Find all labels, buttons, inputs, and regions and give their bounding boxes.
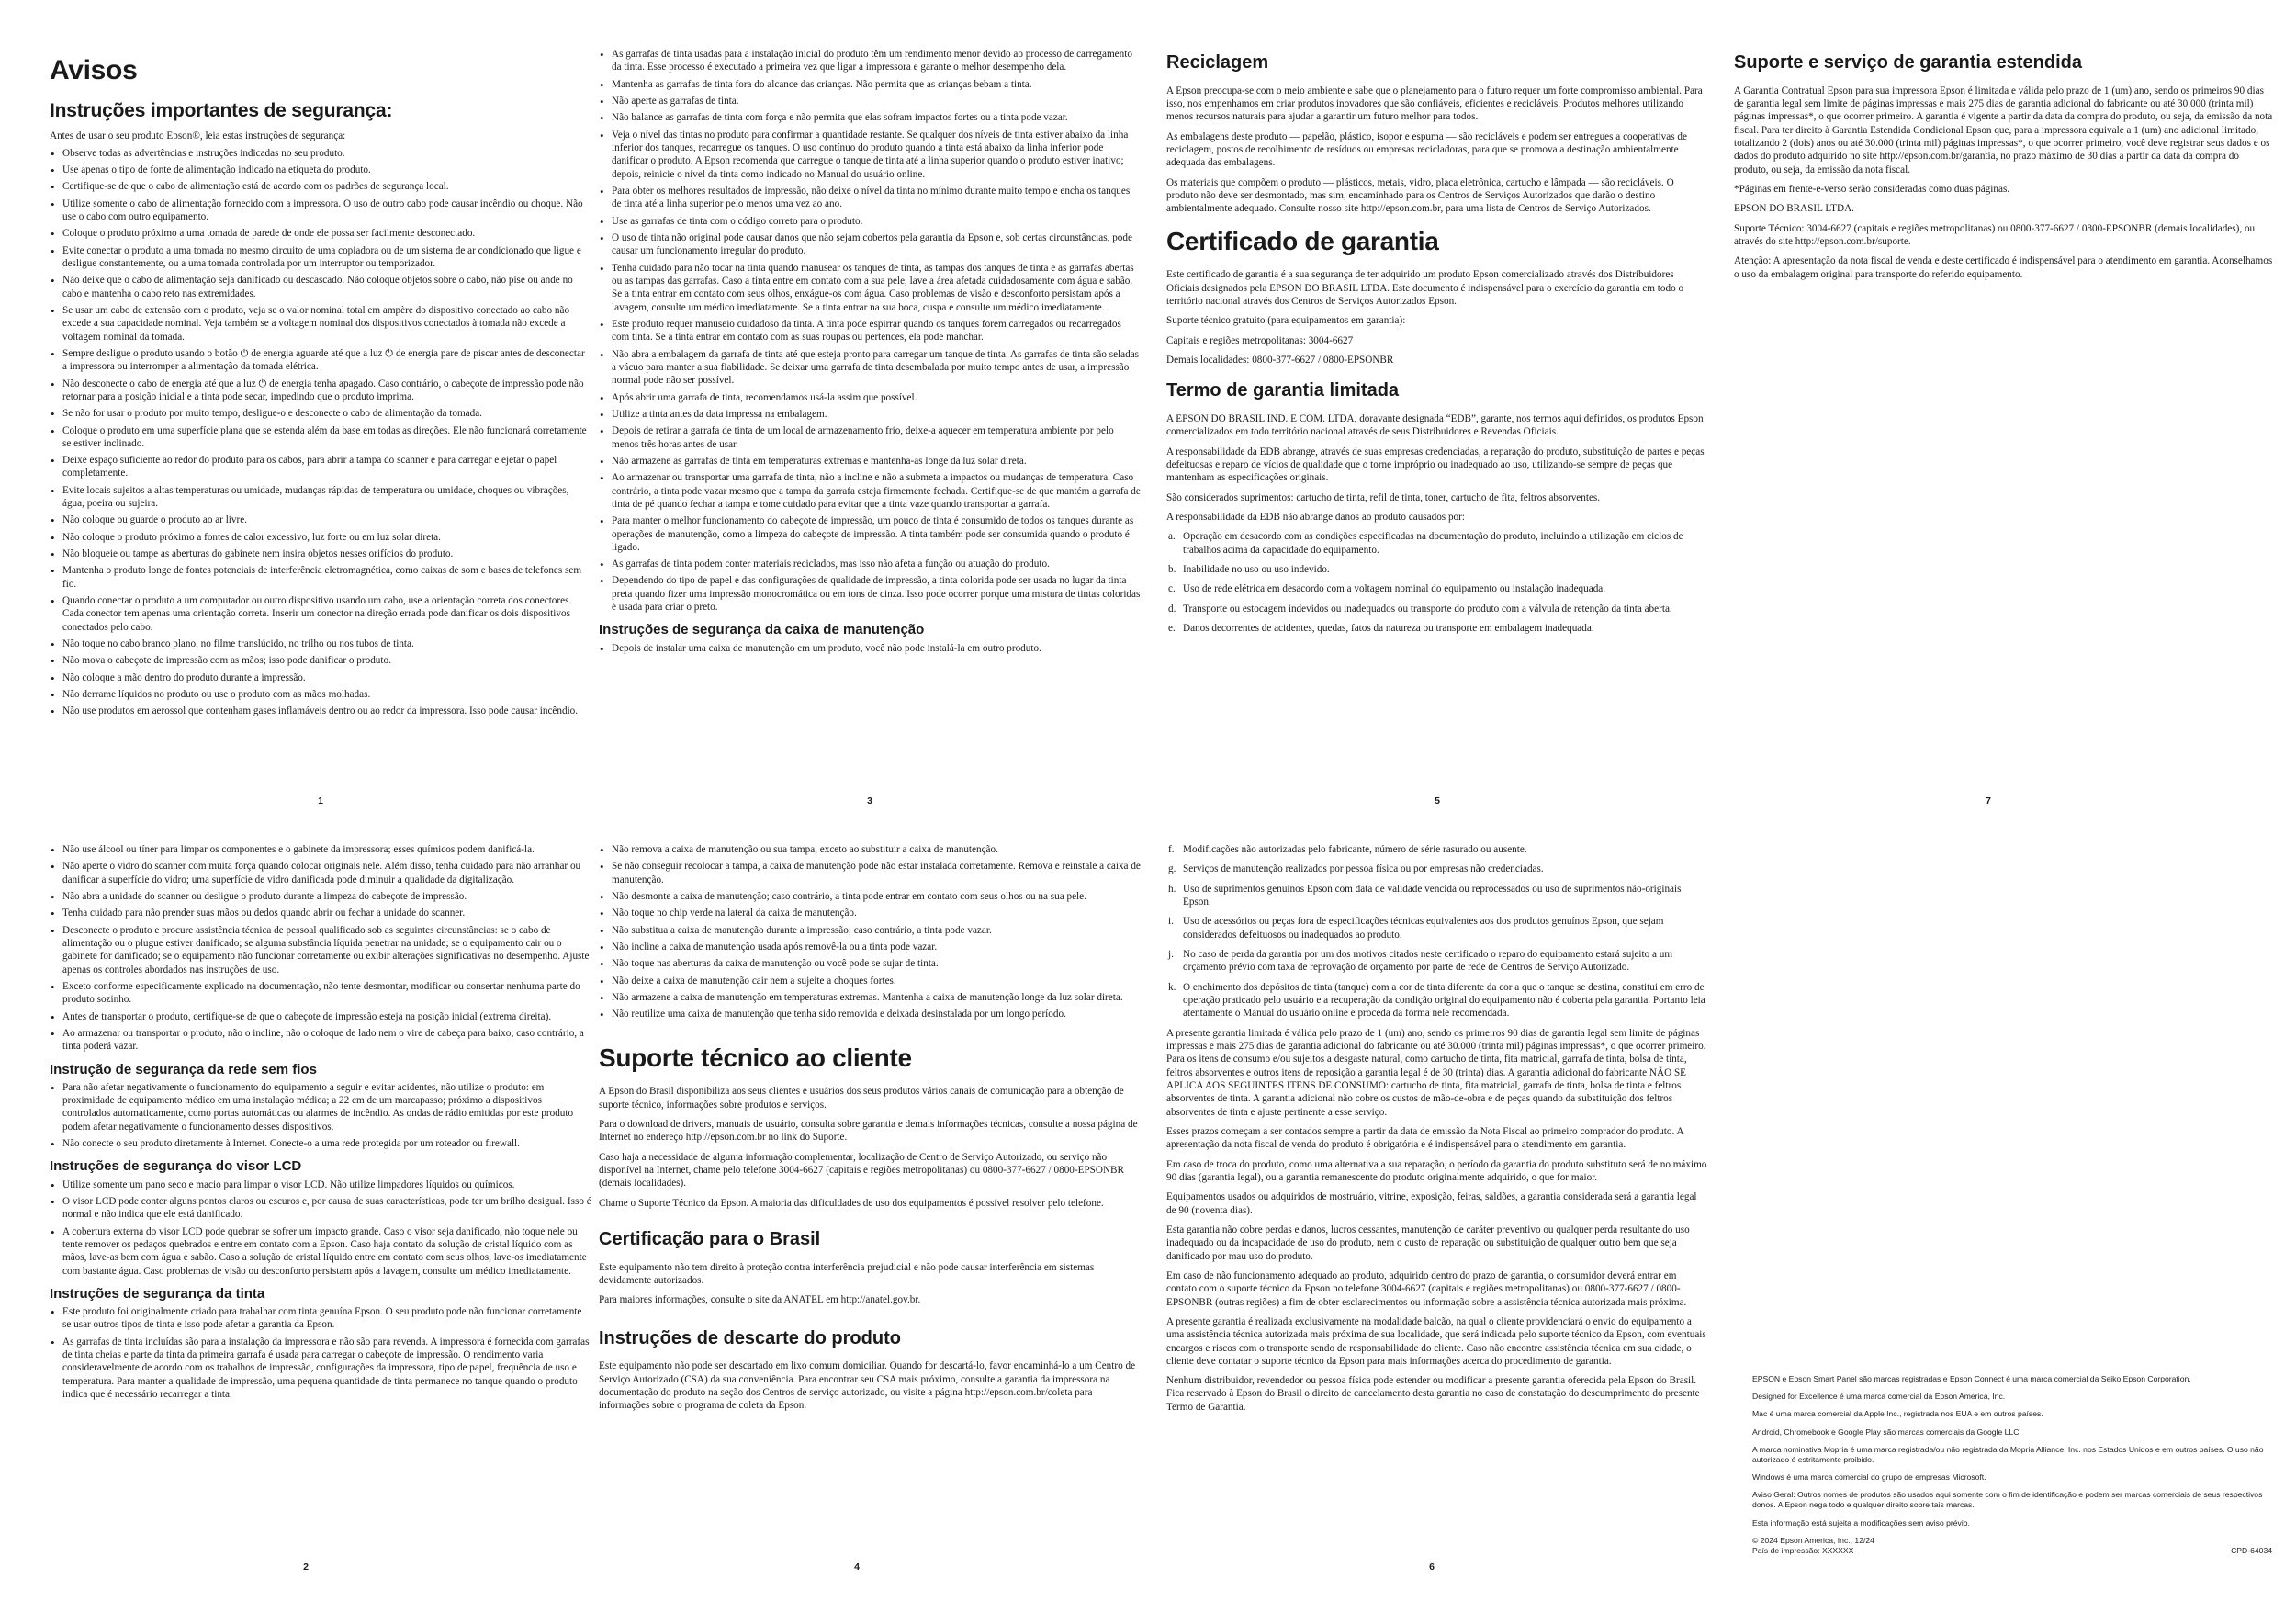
safety-heading: Instruções importantes de segurança: — [50, 100, 393, 122]
paragraph: Este equipamento não tem direito à proteção contra interferência prejudicial e não pode causar interferência em sistemas devidamente autorizados. — [599, 1261, 1095, 1286]
list-item: • Mantenha o produto longe de fontes potenciais de interferência eletromagnética, como caixas de som e bases de telefones sem fio. — [50, 564, 591, 591]
list-item: • Sempre desligue o produto usando o botão ⏻ de energia aguarde até que a luz ⏻ de energia pare de piscar antes de desconectar a impressora ou interromper a alimentação da tomada elétrica. — [50, 347, 591, 374]
paragraph: Esses prazos começam a ser contados sempre a partir da data de emissão da Nota Fiscal ao primeiro comprador do produto. A apresentação da nota fiscal de venda do produto é obrigatória e é indispensável para o atendimento em garantia. — [1166, 1125, 1683, 1151]
clause-text: Danos decorrentes de acidentes, quedas, fatos da natureza ou transporte em embalagem inadequada. — [1183, 622, 1594, 634]
list-item: • O uso de tinta não original pode causar danos que não sejam cobertos pela garantia da Epson e, sob certas circunstâncias, pode causar um funcionamento irregular do produto. — [599, 231, 1141, 258]
list-item: • Não desconecte o cabo de energia até que a luz ⏻ de energia tenha apagado. Caso contrário, o cabeçote de impressão pode não retornar para a posição inicial e a tinta pode secar, impedindo que o produto imprima. — [50, 378, 591, 404]
paragraph: EPSON DO BRASIL LTDA. — [1734, 203, 1854, 215]
list-item: • Tenha cuidado para não prender suas mãos ou dedos quando abrir ou fechar a unidade do scanner. — [50, 907, 591, 919]
page-1 — [50, 53, 591, 788]
clause-letter: b. — [1168, 563, 1176, 575]
clause-text: Operação em desacordo com as condições especificadas na documentação do produto, incluindo a utilização em ciclos de trabalhos acima da capacidade do equipamento. — [1183, 531, 1683, 556]
list-item: • Evite conectar o produto a uma tomada no mesmo circuito de uma copiadora ou de um sistema de ar condicionado que ligue e desligue constantemente, ou a uma tomada controlada por um interruptor ou temporizador. — [50, 244, 591, 271]
paragraph: Atenção: A apresentação da nota fiscal de venda e deste certificado é indispensável para o atendimento em garantia. Aconselhamos o uso da embalagem original para transporte do referido equipamento. — [1734, 255, 2273, 280]
list-item: • Ao armazenar ou transportar o produto, não o incline, não o coloque de lado nem o vire de cabeça para baixo; caso contrário, a tinta poderá vazar. — [50, 1027, 591, 1054]
list-item: • Não use produtos em aerossol que contenham gases inflamáveis dentro ou ao redor da impressora. Isso pode causar incêndio. — [50, 705, 591, 717]
list-item: • As garrafas de tinta usadas para a instalação inicial do produto têm um rendimento menor devido ao processo de carregamento da tinta. Esse processo é executado a primeira vez que ligar a impressora e garante o melhor desempenho dela. — [599, 48, 1141, 74]
trademark-line: EPSON e Epson Smart Panel são marcas registradas e Epson Connect é uma marca comercial da Seiko Epson Corporation. — [1752, 1374, 2191, 1383]
page-number: 6 — [1429, 1562, 1435, 1573]
paragraph: Este certificado de garantia é a sua segurança de ter adquirido um produto Epson comercializado através dos Distribuidores Oficiais designados pela EPSON DO BRASIL LTDA. Este documento é indispensável para o exercício da garantia em todo o território nacional através dos Centros de Serviços Autorizados Epson. — [1166, 269, 1684, 308]
paragraph: Em caso de não funcionamento adequado ao produto, adquirido dentro do prazo de garantia, o consumidor deverá entrar em contato com o suporte técnico da Epson no telefone 3004-6627 (capitais e regiões metropolitanas) ou 0800-377-6627 / 0800-EPSONBR (outras regiões) a fim de obter esclarecimentos ou informação sobre a assistência técnica autorizada mais próxima. — [1166, 1269, 1687, 1308]
page-4 — [599, 843, 1141, 1560]
extended-warranty-heading: Suporte e serviço de garantia estendida — [1734, 52, 2083, 73]
list-item: • Não toque nas aberturas da caixa de manutenção ou você pode se sujar de tinta. — [599, 957, 1141, 970]
list-item: • Não derrame líquidos no produto ou use o produto com as mãos molhadas. — [50, 688, 591, 701]
page-number: 3 — [867, 795, 872, 806]
list-item: • Ao armazenar ou transportar uma garrafa de tinta, não a incline e não a submeta a impactos ou mudanças de temperatura. Caso contrário, a tinta pode vazar mesmo que a tampa da garrafa esteja firmemente fechada. Certifique-se de que mantém a garrafa de tinta de pé quando fechar a tampa e tome cuidado para evitar que a tinta vaze quando transportar a garrafa. — [599, 471, 1141, 511]
list-item: • Desconecte o produto e procure assistência técnica de pessoal qualificado sob as seguintes circunstâncias: se o cabo de alimentação ou o plugue estiver danificado; se alguma substância líquida penetrar na unidade; se o equipamento cair ou o gabinete for danificado; se o equipamento não funcionar corretamente ou exibir alterações significativas no desempenho. Ajuste apenas os controles abordados nas instruções de uso. — [50, 924, 591, 976]
copyright: © 2024 Epson America, Inc., 12/24 — [1752, 1535, 1874, 1545]
print-info — [1752, 1546, 2272, 1556]
paragraph: Nenhum distribuidor, revendedor ou pessoa física pode estender ou modificar a presente garantia oferecida pela Epson do Brasil. Fica reservado à Epson do Brasil o direito de cancelamento desta garantia no caso de constatação do descumprimento do presente Termo de Garantia. — [1166, 1375, 1700, 1413]
paragraph: Para maiores informações, consulte o site da ANATEL em http://anatel.gov.br. — [599, 1294, 921, 1306]
paragraph: A Epson do Brasil disponibiliza aos seus clientes e usuários dos seus produtos vários canais de comunicação para a obtenção de suporte técnico, informações sobre produtos e serviços. — [599, 1086, 1124, 1111]
list-item: • Se usar um cabo de extensão com o produto, veja se o valor nominal total em ampère do dispositivo conectado ao cabo não excede a sua capacidade nominal. Veja também se a voltagem nominal dos dispositivos conectados à tomada não excede a voltagem nominal da tomada. — [50, 304, 591, 344]
clause-text: No caso de perda da garantia por um dos motivos citados neste certificado o reparo do equipamento estará sujeito a um orçamento prévio com taxa de reprovação de orçamento por parte de rede de Centros de Serviço Autorizado. — [1183, 948, 1673, 974]
list-item: • Não deixe que o cabo de alimentação seja danificado ou descascado. Não coloque objetos sobre o cabo, não pise ou ande no cabo e mantenha o cabo reto nas extremidades. — [50, 274, 591, 300]
paragraph: Chame o Suporte Técnico da Epson. A maioria das dificuldades de uso dos equipamentos é possível resolver pelo telefone. — [599, 1197, 1104, 1209]
list-item: • Dependendo do tipo de papel e das configurações de qualidade de impressão, a tinta colorida pode ser usada no lugar da tinta preta quando fizer uma impressão monocromática ou em tons de cinza. Isso pode ocorrer porque uma mistura de tintas coloridas é usada para criar o preto. — [599, 574, 1141, 614]
list-item: • Não abra a embalagem da garrafa de tinta até que esteja pronto para carregar um tanque de tinta. As garrafas de tinta são seladas a vácuo para manter a sua fiabilidade. Se deixar uma garrafa de tinta desembalada por muito tempo antes de usar, a impressão normal pode não ser possível. — [599, 348, 1141, 388]
paragraph: A presente garantia limitada é válida pelo prazo de 1 (um) ano, sendo os primeiros 90 dias de garantia legal sem limite de páginas impressas e mais 275 dias de garantia adicional do fabricante ou até 30.000 (trinta mil) páginas impressas*, o que ocorrer primeiro. Para os itens de consumo e/ou sujeitos a desgaste natural, como cartucho de tinta, fita matricial, garrafa de tinta, bolsa de tinta, feltros absorventes e outros itens de reposição a garantia legal é de 30 (trinta) dias. A garantia adicional do fabricante NÃO SE APLICA AOS SEGUINTES ITENS DE CONSUMO: cartucho de tinta, fita matricial, garrafa de tinta, bolsa de tinta e feltros absorventes de tinta. A garantia adicional não cobre os custos de mão-de-obra e de peças quando da substituição dos feltros absorventes de tinta e ajuste pertinente a esse serviço. — [1166, 1027, 1706, 1118]
list-item: • As garrafas de tinta incluídas são para a instalação da impressora e não são para revenda. A impressora é fornecida com garrafas de tinta cheias e parte da tinta da primeira garrafa é usada para carregar o cabeçote de impressão. O rendimento varia consideravelmente de acordo com os trabalhos de impressão, configurações da impressora, tipo de papel, frequência de uso e temperatura. Para manter a qualidade de impressão, uma pequena quantidade de tinta permanece no tanque quando o produto indica que é necessário recarregar a tinta. — [50, 1336, 591, 1402]
list-item: • Para não afetar negativamente o funcionamento do equipamento a seguir e evitar acidentes, não utilize o produto: em proximidade de equipamento médico em uma instalação médica; a 22 cm de um marcapasso; próximo a dispositivos controlados automaticamente, como portas automáticas ou alarmes de incêndio. As ondas de rádio emitidas por este produto podem afetar negativamente o funcionamento desses dispositivos. — [50, 1081, 591, 1133]
trademark-list — [1752, 1374, 2272, 1528]
list-item: • Tenha cuidado para não tocar na tinta quando manusear os tanques de tinta, as tampas dos tanques de tinta e as garrafas abertas ou as tampas das garrafas. Caso a tinta entre em contato com a sua pele, lave a área afetada cuidadosamente com água e sabão. Se a tinta entrar em contato com seus olhos, enxágue-os com água. Caso problemas de visão e desconforto persistam após a lavagem, consulte um médico imediatamente. Se a tinta entrar na sua boca, cuspa e consulte um médico imediatamente. — [599, 262, 1141, 314]
page-number: 4 — [854, 1562, 860, 1573]
list-item: • Deixe espaço suficiente ao redor do produto para os cabos, para abrir a tampa do scanner e para carregar e ejetar o papel completamente. — [50, 454, 591, 480]
clause-text: Modificações não autorizadas pelo fabricante, número de série rasurado ou ausente. — [1183, 844, 1527, 855]
paragraph: São considerados suprimentos: cartucho de tinta, refil de tinta, toner, cartucho de fita, feltros absorventes. — [1166, 491, 1601, 503]
paragraph: A EPSON DO BRASIL IND. E COM. LTDA, doravante designada “EDB”, garante, nos termos aqui definidos, os produtos Epson comercializados em todo território nacional através de seus Distribuidores e Revendas Oficiais. — [1166, 412, 1704, 438]
safety-list — [50, 147, 591, 718]
list-item: • Mantenha as garrafas de tinta fora do alcance das crianças. Não permita que as crianças bebam a tinta. — [599, 78, 1141, 91]
recycling-heading: Reciclagem — [1166, 52, 1269, 73]
page-3 — [599, 48, 1141, 792]
paragraph: Equipamentos usados ou adquiridos de mostruário, vitrine, exposição, feiras, saldões, a garantia considerada será a garantia legal de 90 (noventa dias). — [1166, 1191, 1697, 1216]
clause-item — [1166, 563, 1708, 576]
clause-letter: g. — [1168, 863, 1176, 875]
list-item: • Antes de transportar o produto, certifique-se de que o cabeçote de impressão esteja na posição inicial (extrema direita). — [50, 1010, 591, 1023]
clause-letter: i. — [1168, 916, 1174, 928]
paragraph: Suporte Técnico: 3004-6627 (capitais e regiões metropolitanas) ou 0800-377-6627 / 0800-EPSONBR (demais localidades), ou através do site http://epson.com.br/suporte. — [1734, 222, 2256, 247]
list-item: • As garrafas de tinta podem conter materiais reciclados, mas isso não afeta a função ou atuação do produto. — [599, 558, 1141, 570]
maintenance-heading: Instruções de segurança da caixa de manutenção — [599, 622, 925, 638]
list-item: • Não aperte as garrafas de tinta. — [599, 95, 1141, 107]
clause-text: Serviços de manutenção realizados por pessoa física ou por empresas não credenciadas. — [1183, 863, 1544, 875]
paragraph: Esta garantia não cobre perdas e danos, lucros cessantes, manutenção de caráter preventivo ou qualquer perda resultante do uso inadequado ou da incapacidade de uso do produto, nem o custo de reparação ou substituição de qualquer outro bem que seja danificado por mau uso do produto. — [1166, 1224, 1690, 1262]
limited-warranty-heading: Termo de garantia limitada — [1166, 380, 1400, 401]
list-item: • Não aperte o vidro do scanner com muita força quando colocar originais nele. Além disso, tenha cuidado para não arranhar ou danificar a superfície do vidro; uma superfície de vidro danificada pode diminuir a qualidade da digitalização. — [50, 860, 591, 886]
trademark-line: Mac é uma marca comercial da Apple Inc., registrada nos EUA e em outros países. — [1752, 1409, 2043, 1419]
clause-letter: c. — [1168, 583, 1176, 595]
paragraph: A Garantia Contratual Epson para sua impressora Epson é limitada e válida pelo prazo de 1 (um) ano, sendo os primeiros 90 dias de garantia legal sem limite de páginas impressas e mais 275 dias de garantia adicional do fabricante ou até 30.000 (trinta mil) páginas impressas*, o que ocorrer primeiro. A garantia é vigente a partir da data da compra do produto, ou seja, da emissão da nota fiscal. Para ter direito à Garantia Estendida Condicional Epson que, para a impressora equivale a 1 (um) ano adicional limitado, totalizando 2 (dois) anos ou até 30.000 (trinta mil) páginas impressas*, o que ocorrer primeiro, você deve registrar seus dados e os dados do produto adquirido no site http://epson.com.br/garantia, no prazo máximo de 30 dias a partir da data da compra do produto, ou seja, da emissão da nota fiscal. — [1734, 85, 2273, 175]
page-number: 5 — [1435, 795, 1440, 806]
list-item: • Observe todas as advertências e instruções indicadas no seu produto. — [50, 147, 591, 160]
lcd-list — [50, 1179, 591, 1278]
paragraph: *Páginas em frente-e-verso serão consideradas como duas páginas. — [1734, 183, 2010, 195]
list-item: • Não coloque a mão dentro do produto durante a impressão. — [50, 671, 591, 684]
list-item: • Não deixe a caixa de manutenção cair nem a sujeite a choques fortes. — [599, 975, 1141, 987]
certification-heading: Certificação para o Brasil — [599, 1229, 821, 1250]
page-6 — [1166, 843, 1708, 1560]
page-number: 2 — [303, 1562, 309, 1573]
list-item: • Depois de instalar uma caixa de manutenção em um produto, você não pode instalá-la em outro produto. — [599, 642, 1141, 655]
paragraph: A Epson preocupa-se com o meio ambiente e sabe que o planejamento para o futuro requer um forte compromisso ambiental. Para isso, nos empenhamos em criar produtos inovadores que são confiáveis, eficientes e recicláveis. Produtos melhores utilizando menos recursos naturais para ajudar a garantir um futuro melhor para todos. — [1166, 85, 1703, 123]
list-item: • Após abrir uma garrafa de tinta, recomendamos usá-la assim que possível. — [599, 391, 1141, 404]
list-item: • Veja o nível das tintas no produto para confirmar a quantidade restante. Se qualquer dos níveis de tinta estiver abaixo da linha inferior dos tanques, recarregue os tanques. O uso contínuo do produto quando a tinta está abaixo da linha inferior pode danificar o produto. A Epson recomenda que carregue o tanque de tinta até a linha superior quando o produto estiver inativo; depois, reinicie o nível da tinta como indicado no Manual do usuário online. — [599, 129, 1141, 181]
list-item: • Não mova o cabeçote de impressão com as mãos; isso pode danificar o produto. — [50, 654, 591, 667]
list-item: • Utilize somente um pano seco e macio para limpar o visor LCD. Não utilize limpadores líquidos ou químicos. — [50, 1179, 591, 1191]
list-item: • Não balance as garrafas de tinta com força e não permita que elas sofram impactos fortes ou a tinta pode vazar. — [599, 111, 1141, 124]
clause-letter: k. — [1168, 981, 1176, 993]
list-item: • Não armazene as garrafas de tinta em temperaturas extremas e mantenha-as longe da luz solar direta. — [599, 455, 1141, 468]
ink-safety-list — [599, 48, 1141, 614]
list-item: • Não coloque o produto próximo a fontes de calor excessivo, luz forte ou em luz solar direta. — [50, 531, 591, 544]
document-code: CPD-64034 — [2231, 1545, 2272, 1555]
paragraph: A presente garantia é realizada exclusivamente na modalidade balcão, na qual o cliente providenciará o envio do equipamento a uma assistência técnica autorizada mais próxima de sua localidade, que será indicada pelo suporte técnico da Epson, com eventuais encargos e riscos com o transporte sendo de responsabilidade do cliente. Caso não encontre assistência técnica em sua cidade, o cliente deve contatar o suporte técnico da Epson para mais informações acerca do procedimento de garantia. — [1166, 1315, 1706, 1367]
wireless-heading: Instrução de segurança da rede sem fios — [50, 1061, 317, 1077]
clause-item — [1166, 530, 1708, 557]
exclusion-list — [1166, 843, 1708, 1021]
clause-item — [1166, 883, 1708, 909]
list-item: • Utilize somente o cabo de alimentação fornecido com a impressora. O uso de outro cabo pode causar incêndio ou choque. Não use o cabo com outro equipamento. — [50, 197, 591, 224]
list-item: • Não substitua a caixa de manutenção durante a impressão; caso contrário, a tinta pode vazar. — [599, 924, 1141, 937]
paragraph: Suporte técnico gratuito (para equipamentos em garantia): — [1166, 315, 1406, 327]
paragraph: As embalagens deste produto — papelão, plástico, isopor e espuma — são recicláveis e podem ser entregues a cooperativas de reciclagem, postos de recolhimento de resíduos ou empresas recicladoras, para que se promova a destinação ambientalmente adequada das embalagens. — [1166, 130, 1687, 169]
paragraph: Capitais e regiões metropolitanas: 3004-6627 — [1166, 334, 1354, 346]
country-of-print: País de impressão: XXXXXX — [1752, 1545, 1854, 1555]
trademark-line: A marca nominativa Mopria é uma marca registrada/ou não registrada da Mopria Alliance, Inc. nos Estados Unidos e em outros países. O uso não autorizado é estritamente proibido. — [1752, 1444, 2264, 1464]
paragraph: Este equipamento não pode ser descartado em lixo comum domiciliar. Quando for descartá-lo, favor encaminhá-lo a um Centro de Serviço Autorizado (CSA) da sua conveniência. Para encontrar seu CSA mais próximo, consulte a garantia da impressora na documentação do produto na seção dos Centros de serviço autorizado, ou visite a página http://epson.com.br/coleta para informações sobre o programa de coleta da Epson. — [599, 1360, 1136, 1412]
trademark-line: Aviso Geral: Outros nomes de produtos são usados aqui somente com o fim de identificação e podem ser marcas comerciais de seus respectivos donos. A Epson nega todo e qualquer direito sobre tais marcas. — [1752, 1490, 2263, 1510]
trademark-line: Esta informação está sujeita a modificações sem aviso prévio. — [1752, 1517, 1970, 1528]
clause-letter: j. — [1168, 948, 1174, 960]
clause-item — [1166, 948, 1708, 975]
page-7 — [1734, 51, 2276, 792]
paragraph: Em caso de troca do produto, como uma alternativa a sua reparação, o período da garantia do produto substituto será de no máximo 90 dias (garantia legal), ou a garantia remanescente do produto originalmente adquirido, o que for maior. — [1166, 1158, 1707, 1183]
list-item: • Para manter o melhor funcionamento do cabeçote de impressão, um pouco de tinta é consumido de todos os tanques durante as operações de manutenção, como a limpeza do cabeçote de impressão. A tinta também pode ser consumida quando o produto é ligado. — [599, 514, 1141, 554]
clause-item — [1166, 582, 1708, 595]
support-heading: Suporte técnico ao cliente — [599, 1043, 912, 1072]
legal-notice — [1752, 1374, 2272, 1576]
list-item: • O visor LCD pode conter alguns pontos claros ou escuros e, por causa de suas características, pode ter um brilho desigual. Isso é normal e não indica que ele está danificado. — [50, 1195, 591, 1222]
safety-intro: Antes de usar o seu produto Epson®, leia estas instruções de segurança: — [50, 130, 346, 142]
list-item: • Não desmonte a caixa de manutenção; caso contrário, a tinta pode entrar em contato com seus olhos ou na sua pele. — [599, 890, 1141, 903]
trademark-line: Android, Chromebook e Google Play são marcas comerciais da Google LLC. — [1752, 1427, 2021, 1437]
clause-item — [1166, 863, 1708, 875]
list-item: • Se não conseguir recolocar a tampa, a caixa de manutenção pode não estar instalada corretamente. Remova e reinstale a caixa de manutenção. — [599, 860, 1141, 886]
disposal-heading: Instruções de descarte do produto — [599, 1327, 901, 1348]
clause-text: O enchimento dos depósitos de tinta (tanque) com a cor de tinta diferente da cor a que o tanque se destina, constitui em erro de operação praticado pelo usuário e a recuperação da condição original do equipamento não é coberta pela garantia. Portanto leia atentamente o Manual do usuário online e proceda da forma nele recomendada. — [1183, 981, 1705, 1020]
paragraph: A responsabilidade da EDB abrange, através de suas empresas credenciadas, a reparação do produto, substituição de partes e peças defeituosas e reparo de vícios de qualidade que o torne impróprio ou inadequado ao uso, utilizando-se sempre de peças que mantenham as especificações originais. — [1166, 445, 1705, 484]
list-item: • Quando conectar o produto a um computador ou outro dispositivo usando um cabo, use a orientação correta dos conectores. Cada conector tem apenas uma orientação correta. Inserir um conector na direção errada pode danificar os dois dispositivos conectados pelo cabo. — [50, 594, 591, 634]
clause-text: Inabilidade no uso ou uso indevido. — [1183, 563, 1330, 575]
list-item: • Este produto requer manuseio cuidadoso da tinta. A tinta pode espirrar quando os tanques forem carregados ou recarregados com tinta. Se a tinta entrar em contato com as suas roupas ou pertences, ela pode manchar. — [599, 318, 1141, 344]
clause-text: Uso de suprimentos genuínos Epson com data de validade vencida ou reprocessados ou uso de suprimentos não-originais Epson. — [1183, 883, 1682, 908]
list-item: • Não incline a caixa de manutenção usada após removê-la ou a tinta pode vazar. — [599, 941, 1141, 953]
clause-letter: f. — [1168, 844, 1175, 855]
clause-item — [1166, 603, 1708, 615]
list-item: • Coloque o produto próximo a uma tomada de parede de onde ele possa ser facilmente desconectado. — [50, 227, 591, 240]
clause-letter: d. — [1168, 603, 1176, 615]
list-item: • Não coloque ou guarde o produto ao ar livre. — [50, 513, 591, 526]
clause-text: Uso de acessórios ou peças fora de especificações técnicas equivalentes aos dos produtos genuínos Epson, que sejam considerados defeituosos ou inadequados ao produto. — [1183, 916, 1664, 941]
list-item: • Certifique-se de que o cabo de alimentação está de acordo com os padrões de segurança local. — [50, 180, 591, 193]
warranty-certificate-heading: Certificado de garantia — [1166, 226, 1439, 255]
trademark-line: Designed for Excellence é uma marca comercial da Epson America, Inc. — [1752, 1392, 2006, 1402]
page-number: 7 — [1986, 795, 1991, 806]
trademark-line: Windows é uma marca comercial do grupo de empresas Microsoft. — [1752, 1472, 1986, 1483]
paragraph: A responsabilidade da EDB não abrange danos ao produto causados por: — [1166, 511, 1465, 523]
list-item: • Use apenas o tipo de fonte de alimentação indicado na etiqueta do produto. — [50, 164, 591, 176]
list-item: • Não reutilize uma caixa de manutenção que tenha sido removida e deixada desinstalada por um longo período. — [599, 1008, 1141, 1021]
clause-letter: h. — [1168, 883, 1176, 895]
list-item: • Exceto conforme especificamente explicado na documentação, não tente desmontar, modificar ou consertar nenhuma parte do produto sozinho. — [50, 980, 591, 1007]
list-item: • Não bloqueie ou tampe as aberturas do gabinete nem insira objetos nesses orifícios do produto. — [50, 547, 591, 560]
list-item: • Não remova a caixa de manutenção ou sua tampa, exceto ao substituir a caixa de manutenção. — [599, 843, 1141, 856]
page-5 — [1166, 51, 1708, 792]
list-item: • Depois de retirar a garrafa de tinta de um local de armazenamento frio, deixe-a aquecer em temperatura ambiente por pelo menos três horas antes de usar. — [599, 424, 1141, 451]
paragraph: Para o download de drivers, manuais de usuário, consulta sobre garantia e demais informações técnicas, consulte a nossa página de Internet no endereço http://epson.com.br no link do Suporte. — [599, 1119, 1138, 1144]
list-item: • Se não for usar o produto por muito tempo, desligue-o e desconecte o cabo de alimentação da tomada. — [50, 407, 591, 420]
clause-item — [1166, 981, 1708, 1021]
paragraph: Caso haja a necessidade de alguma informação complementar, localização de Centro de Serviço Autorizado, ou serviço não disponível na Internet, chame pelo telefone 3004-6627 (capitais e regiões metropolitanas) ou 0800-377-6627 / 0800-EPSONBR (demais localidades). — [599, 1151, 1124, 1190]
list-item: • Não armazene a caixa de manutenção em temperaturas extremas. Mantenha a caixa de manutenção longe da luz solar direta. — [599, 991, 1141, 1004]
paragraph: Demais localidades: 0800-377-6627 / 0800-EPSONBR — [1166, 355, 1394, 367]
list-item: • Evite locais sujeitos a altas temperaturas ou umidade, mudanças rápidas de temperatura ou umidade, choques ou vibrações, água, poeira ou sujeira. — [50, 484, 591, 511]
list-item: • Não toque no cabo branco plano, no filme translúcido, no trilho ou nos tubos de tinta. — [50, 637, 591, 650]
list-item: • Use as garrafas de tinta com o código correto para o produto. — [599, 215, 1141, 228]
wireless-list — [50, 1081, 591, 1151]
lcd-heading: Instruções de segurança do visor LCD — [50, 1158, 302, 1175]
ink-list — [50, 1305, 591, 1401]
clause-text: Transporte ou estocagem indevidos ou inadequados ou transporte do produto com a válvula de retenção da tinta aberta. — [1183, 603, 1672, 615]
list-item: • Não use álcool ou tíner para limpar os componentes e o gabinete da impressora; esses químicos podem danificá-la. — [50, 843, 591, 856]
list-item: • Não conecte o seu produto diretamente à Internet. Conecte-o a uma rede protegida por um roteador ou firewall. — [50, 1137, 591, 1150]
ink-heading: Instruções de segurança da tinta — [50, 1285, 265, 1302]
list-item: • Utilize a tinta antes da data impressa na embalagem. — [599, 408, 1141, 421]
clause-item — [1166, 622, 1708, 635]
clause-item — [1166, 843, 1708, 856]
list-item: • Não abra a unidade do scanner ou desligue o produto durante a limpeza do cabeçote de impressão. — [50, 890, 591, 903]
list-item: • Este produto foi originalmente criado para trabalhar com tinta genuína Epson. O seu produto pode não funcionar corretamente se usar outros tipos de tinta e isso pode afetar a garantia da Epson. — [50, 1305, 591, 1332]
page-number: 1 — [318, 795, 323, 806]
page-2 — [50, 843, 591, 1560]
maintenance-list — [599, 642, 1141, 655]
maintenance-list — [599, 843, 1141, 1021]
list-item: • Coloque o produto em uma superfície plana que se estenda além da base em todas as direções. Ele não funcionará corretamente se estiver inclinado. — [50, 424, 591, 451]
page-title: Avisos — [50, 55, 138, 85]
list-item: • Não toque no chip verde na lateral da caixa de manutenção. — [599, 907, 1141, 919]
clause-letter: e. — [1168, 622, 1176, 634]
exclusion-list — [1166, 530, 1708, 635]
clause-letter: a. — [1168, 531, 1176, 543]
paragraph: Os materiais que compõem o produto — plásticos, metais, vidro, placa eletrônica, cartucho e lâmpada — são recicláveis. O produto não deve ser desmontado, mas sim, encaminhado para os Centros de Serviços Autorizados que darão o destino ambientalmente adequado. Consulte nosso site http://epson.com.br, para uma lista de Centros de Serviço Autorizados. — [1166, 176, 1674, 215]
safety-list — [50, 843, 591, 1054]
clause-text: Uso de rede elétrica em desacordo com a voltagem nominal do equipamento ou instalação inadequada. — [1183, 583, 1606, 595]
list-item: • A cobertura externa do visor LCD pode quebrar se sofrer um impacto grande. Caso o visor seja danificado, não toque nele ou tente remover os pedaços quebrados e entre em contato com a Epson. Caso haja contato da solução de cristal líquido com as mãos, lave-as bem com água e sabão. Caso a solução de cristal líquido entre em contato com seus olhos, lave-os imediatamente com bastante água. Caso problemas de visão ou desconforto persistam após a lavagem, consulte um médico imediatamente. — [50, 1225, 591, 1278]
list-item: • Para obter os melhores resultados de impressão, não deixe o nível da tinta no mínimo durante muito tempo e encha os tanques de tinta até a linha superior pelo menos uma vez ao ano. — [599, 185, 1141, 211]
clause-item — [1166, 915, 1708, 942]
